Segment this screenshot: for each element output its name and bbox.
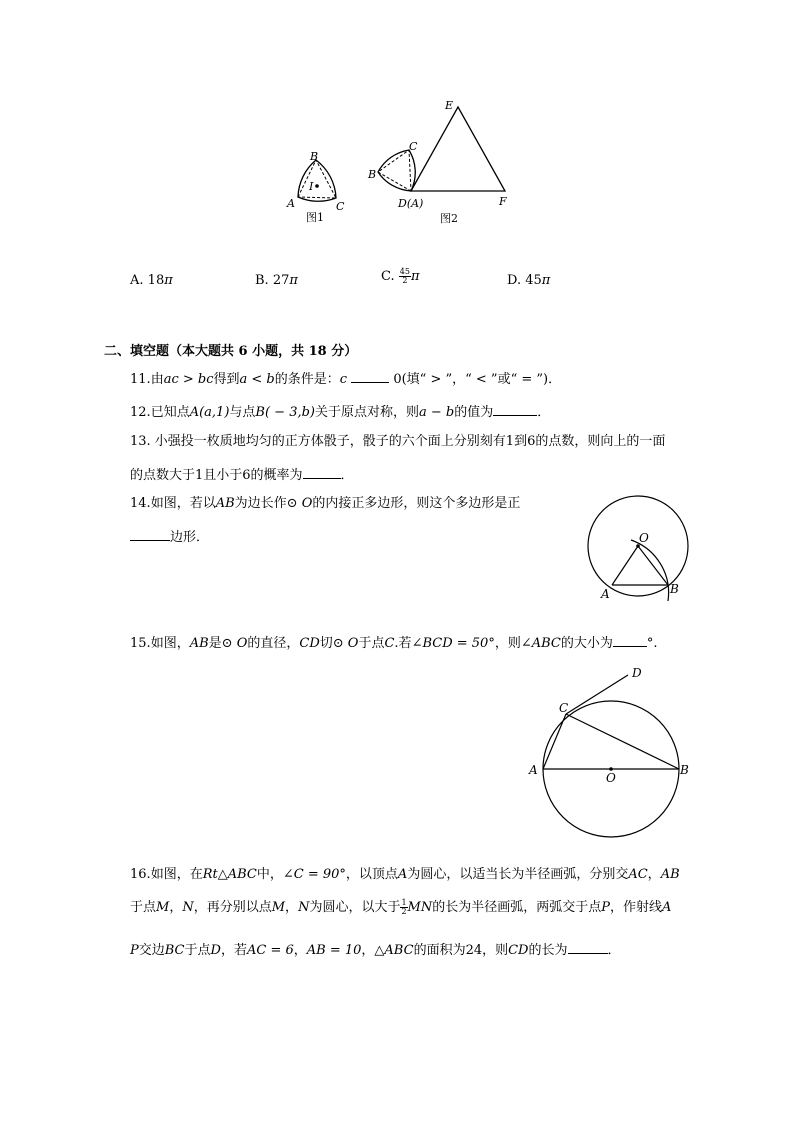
option-c-denominator: 2 <box>402 276 408 285</box>
option-c-fraction <box>399 268 411 285</box>
q11-text-3: 的条件是： <box>274 372 340 387</box>
fig1-label-a: A <box>287 197 295 210</box>
fig2-label-c: C <box>409 140 418 153</box>
q16-l2-text-d: ， <box>285 900 299 915</box>
figure-2 <box>367 99 507 225</box>
figure-1 <box>286 150 345 224</box>
q11-math-3: c <box>339 372 348 387</box>
q13-answer-blank[interactable] <box>303 465 341 479</box>
option-a-unit: π <box>164 273 173 288</box>
option-c-unit: π <box>410 269 420 284</box>
q16-frac-numerator: 1 <box>401 898 407 907</box>
q16-math-4: AC <box>628 867 648 882</box>
fig1-dashed-triangle <box>298 160 336 198</box>
q15-text-2: 是 <box>208 636 222 651</box>
q16-math-1: Rt△ABC <box>202 867 257 882</box>
q15-label-o: O <box>606 771 616 785</box>
q16-l2-math-6: P <box>601 900 610 915</box>
q15-text-7: ，则 <box>494 636 521 651</box>
q16-l2-math-4: N <box>298 900 310 915</box>
q16-math-2: ∠C = 90° <box>282 867 346 882</box>
option-b-letter: B. <box>255 273 269 288</box>
question-16-line-3 <box>130 940 621 960</box>
q16-l2-text-a: 于点 <box>130 900 157 915</box>
fig2-label-d: D(A) <box>398 197 424 210</box>
q14-label-b: B <box>670 582 679 596</box>
q16-text-1: 如图，在 <box>150 867 203 882</box>
q14-answer-blank[interactable] <box>130 527 170 541</box>
q16-answer-blank[interactable] <box>568 940 608 954</box>
q11-answer-blank[interactable] <box>351 369 389 383</box>
q13-period: ． <box>340 468 354 483</box>
q11-math-1: ac > bc <box>163 372 214 387</box>
q16-math-5: AB <box>660 867 680 882</box>
q16-l3-text-b: 于点 <box>184 943 211 958</box>
q12-answer-blank[interactable] <box>493 402 537 416</box>
fig2-caption: 图2 <box>440 212 458 225</box>
q15-math-6: ∠BCD = 50° <box>411 636 495 651</box>
q16-l2-math-5: MN <box>407 900 433 915</box>
q12-text-4: 的值为 <box>454 405 494 420</box>
question-16-line-1 <box>130 866 680 884</box>
fig2-label-f: F <box>499 195 507 208</box>
fig1-label-b: B <box>310 150 319 163</box>
q16-l3-text-c: ，若 <box>220 943 247 958</box>
fig1-center-dot <box>315 184 319 188</box>
option-b-unit: π <box>289 273 298 288</box>
q11-math-2: a < b <box>239 372 275 387</box>
option-c <box>381 268 420 286</box>
q16-fraction <box>400 899 407 916</box>
question-15 <box>130 633 658 653</box>
q12-text-1: 已知点 <box>150 405 190 420</box>
fig2-equilateral-triangle <box>411 107 505 191</box>
q13-text: 的点数大于1且小于6的概率为 <box>130 468 303 483</box>
q16-l3-text-h: ． <box>607 943 621 958</box>
section-2-heading: 二、填空题（本大题共 6 小题，共 18 分） <box>104 344 358 359</box>
q15-text-6: .若 <box>394 636 412 651</box>
q12-text-3: 关于原点对称，则 <box>315 405 420 420</box>
option-d-unit: π <box>541 273 551 288</box>
q16-l2-text-g: ，作射线 <box>610 900 663 915</box>
q16-l3-text-f: 的面积为24，则 <box>413 943 509 958</box>
q12-math-1: A(a,1) <box>189 405 230 420</box>
q15-answer-blank[interactable] <box>613 633 647 647</box>
fig2-dashed-triangle <box>378 150 411 191</box>
q16-text-3: ，以顶点 <box>345 867 398 882</box>
option-a-letter: A. <box>130 273 144 288</box>
q14-figure <box>580 490 700 610</box>
q16-l3-math-7: CD <box>508 943 529 958</box>
q14-text-2: 为边长作 <box>234 496 287 511</box>
q16-l3-text-d: ， <box>293 943 307 958</box>
question-13-line-2 <box>130 465 354 485</box>
q16-l3-text-a: 交边 <box>138 943 165 958</box>
q15-text-3: 的直径， <box>247 636 300 651</box>
q16-l3-math-4: AC = 6 <box>246 943 294 958</box>
q14-number: 14. <box>130 496 151 511</box>
q15-label-c: C <box>559 701 569 715</box>
q15-math-4: ⊙ O <box>332 636 359 651</box>
q15-text-4: 切 <box>319 636 333 651</box>
option-d-value: 45 <box>525 273 542 288</box>
option-b <box>255 272 298 290</box>
q12-text-2: 与点 <box>229 405 256 420</box>
q15-text-9: °. <box>646 636 658 651</box>
q16-l3-text-e: ， <box>361 943 375 958</box>
q15-chord-ac <box>543 714 566 769</box>
q11-text-2: 得到 <box>213 372 240 387</box>
q16-l3-math-6: △ABC <box>374 943 414 958</box>
q16-l2-math-1: M <box>156 900 170 915</box>
q12-text-5: ． <box>537 405 551 420</box>
q14-text-1: 如图，若以 <box>150 496 216 511</box>
question-16-line-2 <box>130 899 671 917</box>
q14-text-4: 边形． <box>170 530 210 545</box>
q15-text-1: 如图， <box>150 636 190 651</box>
q15-label-b: B <box>680 763 689 777</box>
fig1-caption: 图1 <box>306 211 324 224</box>
q12-math-2: B( − 3,b) <box>255 405 315 420</box>
option-c-numerator: 45 <box>399 267 410 276</box>
figure-top <box>270 92 530 232</box>
q16-l3-text-g: 的长为 <box>528 943 568 958</box>
q16-l2-math-7: A <box>662 900 672 915</box>
q16-l2-math-2: N <box>182 900 194 915</box>
q16-text-4: 为圆心，以适当长为半径画弧，分别交 <box>407 867 629 882</box>
q16-l3-math-3: D <box>210 943 221 958</box>
q11-text-4: 0(填“ > ”，“ < ”或“ = ”)． <box>393 372 562 387</box>
q14-math-2: ⊙ O <box>286 496 313 511</box>
q14-math-1: AB <box>215 496 235 511</box>
q14-arc <box>631 540 669 601</box>
q14-label-o: O <box>639 531 649 545</box>
q16-frac-denominator: 2 <box>401 907 407 916</box>
q15-math-7: ∠ABC <box>520 636 561 651</box>
q11-number: 11. <box>130 372 151 387</box>
q15-number: 15. <box>130 636 151 651</box>
q15-figure <box>520 660 700 840</box>
q16-l2-text-c: ，再分别以点 <box>193 900 272 915</box>
q15-text-8: 的大小为 <box>560 636 613 651</box>
q16-l2-text-b: ， <box>169 900 183 915</box>
q16-l2-text-e: 为圆心，以大于 <box>309 900 401 915</box>
q15-label-d: D <box>632 666 642 680</box>
fig1-reuleaux-outline <box>298 160 336 201</box>
fig2-label-b: B <box>368 168 377 181</box>
q16-math-3: A <box>397 867 408 882</box>
fig1-label-i: I <box>309 180 314 193</box>
q15-text-5: 于点 <box>358 636 385 651</box>
q15-math-5: C <box>384 636 395 651</box>
q14-text-3: 的内接正多边形，则这个多边形是正 <box>312 496 521 511</box>
fig2-label-e: E <box>445 99 454 112</box>
q16-l3-math-5: AB = 10 <box>306 943 362 958</box>
question-11 <box>130 369 561 389</box>
q16-text-2: 中， <box>256 867 283 882</box>
question-13-line-1: 13. 小强投一枚质地均匀的正方体骰子，骰子的六个面上分别刻有1到6的点数，则向上的一面 <box>130 434 666 449</box>
q12-number: 12. <box>130 405 151 420</box>
q16-l3-math-1: P <box>130 943 139 958</box>
q15-tangent-cd <box>566 675 628 714</box>
option-a-value: 18 <box>147 273 165 288</box>
option-d-letter: D. <box>507 273 522 288</box>
option-c-letter: C. <box>381 269 395 284</box>
option-b-value: 27 <box>272 273 290 288</box>
fig1-label-c: C <box>336 200 345 213</box>
question-12 <box>130 402 550 422</box>
q16-text-5: ， <box>647 867 661 882</box>
q16-l2-text-f: 的长为半径画弧，两弧交于点 <box>432 900 602 915</box>
q14-label-a: A <box>601 587 610 601</box>
q16-number: 16. <box>130 867 151 882</box>
q14-triangle <box>612 546 668 585</box>
q12-math-3: a − b <box>419 405 455 420</box>
question-14-line-2 <box>130 527 209 547</box>
q15-label-a: A <box>529 763 538 777</box>
q15-math-2: ⊙ O <box>221 636 248 651</box>
option-d <box>507 272 550 290</box>
q15-math-3: CD <box>299 636 320 651</box>
q16-l2-math-3: M <box>271 900 286 915</box>
q16-l3-math-2: BC <box>164 943 185 958</box>
question-14-line-1 <box>130 495 520 513</box>
q15-chord-cb <box>566 714 679 769</box>
q15-math-1: AB <box>189 636 209 651</box>
q11-text: 由 <box>150 372 164 387</box>
option-a <box>130 272 173 290</box>
